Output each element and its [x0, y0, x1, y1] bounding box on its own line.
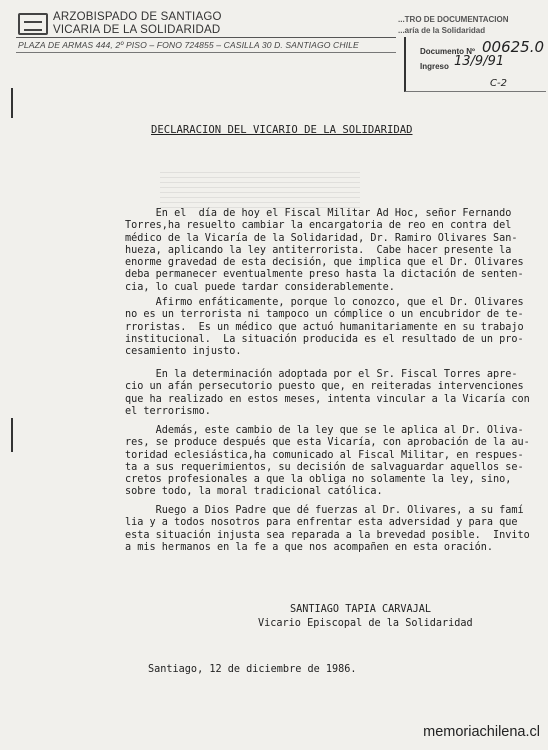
- letterhead-divider-bottom: [16, 52, 396, 53]
- stamp-code: C-2: [490, 78, 507, 89]
- paragraph-4: Además, este cambio de la ley que se le aplica al Dr. Oliva- res, se produce después que esta Vicaría, con aprobación de la au- toridad eclesiástica,ha comunicado al Fiscal Militar, en respues- ta a sus requerimientos, su decisión de salvaguardar aquellos se- cretos profesionales a que la obliga no solamente la ley, sino, sobre todo, la moral tradicional católica.: [125, 425, 530, 498]
- paragraph-2: Afirmo enfáticamente, porque lo conozco, que el Dr. Olivares no es un terrorista ni tampoco un cómplice o un encubridor de te- rroristas. Es un médico que actuó humanitariamente en su trabajo institucional. La situación producida es el resultado de un pro- cesamiento injusto.: [125, 297, 524, 358]
- archdiocese-logo-icon: [18, 13, 48, 35]
- letterhead-divider: [16, 37, 396, 38]
- document-title: DECLARACION DEL VICARIO DE LA SOLIDARIDAD: [151, 124, 413, 136]
- stamp-documento-value: 00625.0: [482, 38, 545, 56]
- letterhead-address: PLAZA DE ARMAS 444, 2º PISO – FONO 724855 – CASILLA 30 D. SANTIAGO CHILE: [18, 40, 359, 50]
- signatory-role: Vicario Episcopal de la Solidaridad: [258, 618, 473, 629]
- stamp-documento-label: Documento Nº: [420, 47, 475, 56]
- stamp-ingreso-value: 13/9/91: [454, 54, 505, 69]
- stamp-header-line-2: ...aría de la Solidaridad: [398, 26, 486, 35]
- margin-pencil-mark: [11, 418, 13, 452]
- stamp-ingreso-label: Ingreso: [420, 62, 449, 71]
- org-line-2: VICARIA DE LA SOLIDARIDAD: [53, 24, 221, 36]
- letterhead-organization: [53, 11, 222, 37]
- stamp-header-line-1: ...TRO DE DOCUMENTACION: [398, 15, 509, 24]
- reverse-side-bleed-through: [160, 168, 360, 208]
- source-watermark: memoriachilena.cl: [423, 724, 540, 740]
- place-and-date: Santiago, 12 de diciembre de 1986.: [148, 664, 357, 675]
- signatory-name: SANTIAGO TAPIA CARVAJAL: [290, 604, 432, 615]
- paragraph-5: Ruego a Dios Padre que dé fuerzas al Dr. Olivares, a su famí lia y a todos nosotros para enfrentar esta adversidad y para que esta situación injusta sea reparada a la brevedad posible. Invito a mis hermanos en la fe a que nos acompañen en esta oración.: [125, 505, 530, 553]
- paragraph-1: En el día de hoy el Fiscal Militar Ad Hoc, señor Fernando Torres,ha resuelto cambiar la encargatoria de reo en contra del médico de la Vicaría de la Solidaridad, Dr. Ramiro Olivares San- hueza, aplicando la ley antiterrorista. Cabe hacer presente la enorme gravedad de esta decisión, que implica que el Dr. Olivares deba permanecer eventualmente preso hasta la dictación de senten- cia, lo cual puede tardar considerablemente.: [125, 208, 524, 293]
- org-line-1: ARZOBISPADO DE SANTIAGO: [53, 11, 222, 23]
- paragraph-3: En la determinación adoptada por el Sr. Fiscal Torres apre- cio un afán persecutorio puesto que, en reiteradas intervenciones que ha realizado en estos meses, intenta vincular a la Vicaría con el terrorismo.: [125, 369, 530, 417]
- archive-stamp-header: [398, 14, 509, 36]
- margin-pencil-mark: [11, 88, 13, 118]
